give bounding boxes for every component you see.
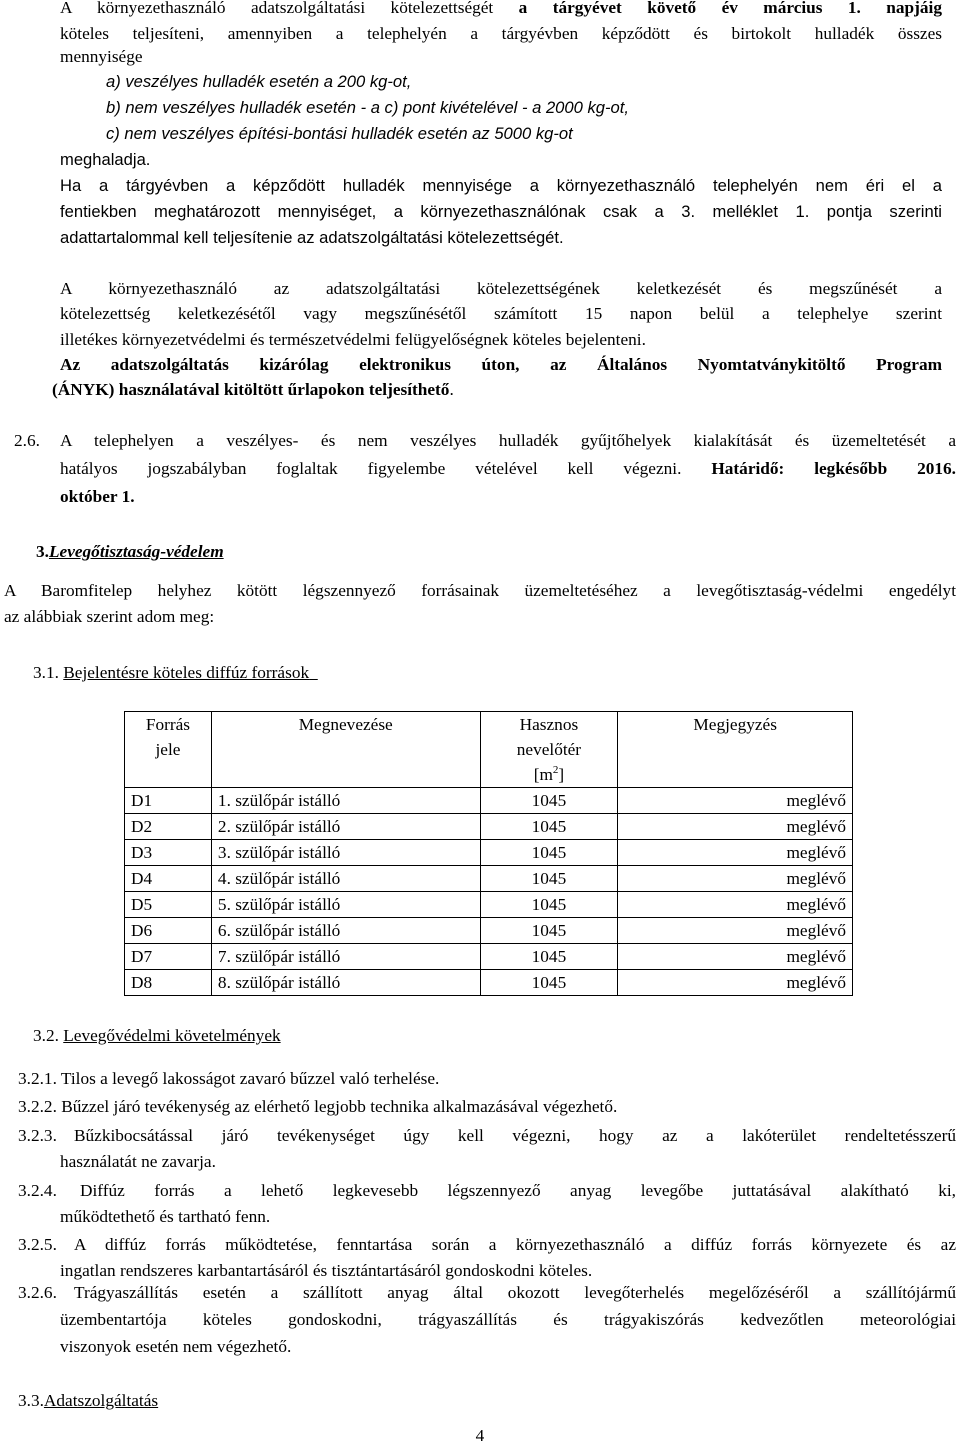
header-area-unit-end: ] [558, 765, 565, 784]
para2-line-3: adattartalommal kell teljesítenie az adatszolgáltatási kötelezettségét. [60, 228, 564, 247]
item-3-2-3-line-1: Bűzkibocsátással járó tevékenységet úgy kell végezni, hogy az a lakóterület rendeltetésszerű [74, 1126, 956, 1145]
section-3-3-number: 3.3. [18, 1391, 44, 1410]
table-row [125, 970, 853, 996]
cell-area: 1045 [480, 840, 618, 866]
item-a-text: a) veszélyes hulladék esetén a 200 kg-ot, [106, 72, 412, 91]
cell-id: D7 [125, 944, 212, 970]
section-3-para-line-1: A Baromfitelep helyhez kötött légszennyező forrásainak üzemeltetéséhez a levegőtisztaság-védelmi engedélyt [4, 581, 956, 600]
table-row [125, 944, 853, 970]
table-row [125, 892, 853, 918]
item-3-2-4-line-2: működtethető és tartható fenn. [60, 1207, 271, 1226]
header-area-l1: Hasznos [519, 715, 579, 734]
section-2-6-deadline: Határidő: legkésőbb 2016. [711, 459, 956, 478]
header-area-l2: nevelőtér [516, 740, 582, 759]
header-area-unit: [m [533, 765, 553, 784]
anyk-period: . [449, 380, 454, 399]
para3-line-2: kötelezettség keletkezésétől vagy megszűnésétől számított 15 napon belül a telephelye szerint [60, 304, 942, 323]
intro-line-3: mennyisége [60, 47, 143, 66]
item-3-2-5-line-1: A diffúz forrás működtetése, fenntartása során a környezethasználó a diffúz forrás környezete és az [74, 1235, 956, 1254]
cell-note: meglévő [618, 970, 853, 996]
section-3-title: Levegőtisztaság-védelem [48, 542, 224, 561]
item-3-2-4-number: 3.2.4. [18, 1181, 57, 1200]
section-3-3-title: Adatszolgáltatás [43, 1391, 159, 1410]
cell-id: D8 [125, 970, 212, 996]
cell-name: 2. szülőpár istálló [211, 814, 480, 840]
cell-area: 1045 [480, 788, 618, 814]
cell-area: 1045 [480, 892, 618, 918]
header-name: Megnevezése [211, 712, 480, 788]
cell-name: 1. szülőpár istálló [211, 788, 480, 814]
intro-deadline: a tárgyévet követő év március 1. napjáig [518, 0, 942, 17]
anyk-text: (ÁNYK) használatával kitöltött űrlapokon teljesíthető [52, 380, 450, 399]
page-number: 4 [475, 1426, 485, 1445]
cell-id: D1 [125, 788, 212, 814]
para3-line-3: illetékes környezetvédelmi és természetvédelmi felügyelőségnek köteles bejelenteni. [60, 330, 646, 349]
cell-name: 6. szülőpár istálló [211, 918, 480, 944]
item-3-2-2 [18, 1097, 617, 1117]
cell-area: 1045 [480, 814, 618, 840]
item-number: 3.2.1. [18, 1069, 57, 1088]
intro-line-1 [60, 0, 942, 20]
intro-item-a [106, 72, 411, 92]
item-3-2-5-number: 3.2.5. [18, 1235, 57, 1254]
item-3-2-6-line-3: viszonyok esetén nem végezhető. [60, 1337, 292, 1356]
section-2-6-number: 2.6. [14, 431, 40, 450]
section-3-2-title: Levegővédelmi követelmények [63, 1026, 281, 1045]
header-source-id-l2: jele [155, 740, 181, 759]
cell-area: 1045 [480, 944, 618, 970]
cell-id: D3 [125, 840, 212, 866]
cell-id: D5 [125, 892, 212, 918]
cell-note: meglévő [618, 788, 853, 814]
intro-item-b [106, 98, 629, 118]
item-3-2-5-line-2: ingatlan rendszeres karbantartásáról és tisztántartásáról gondoskodni köteles. [60, 1261, 593, 1280]
item-text: Tilos a levegő lakosságot zavaró bűzzel való terhelése. [60, 1069, 440, 1088]
cell-area: 1045 [480, 970, 618, 996]
section-3-1-number: 3.1. [33, 663, 59, 682]
cell-note: meglévő [618, 840, 853, 866]
cell-note: meglévő [618, 918, 853, 944]
item-number: 3.2.2. [18, 1097, 57, 1116]
section-2-6-line-1: A telephelyen a veszélyes- és nem veszélyes hulladék gyűjtőhelyek kialakítását és üzemeltetését a [60, 431, 956, 450]
item-c-text: c) nem veszélyes építési-bontási hulladék esetén az 5000 kg-ot [106, 124, 573, 143]
item-3-2-6-number: 3.2.6. [18, 1283, 57, 1302]
section-3-para-line-2: az alábbiak szerint adom meg: [4, 607, 215, 626]
item-3-2-4-line-1: Diffúz forrás a lehető legkevesebb légszennyező anyag levegőbe juttatásával alakítható ki, [80, 1181, 956, 1200]
table-row [125, 918, 853, 944]
cell-name: 5. szülőpár istálló [211, 892, 480, 918]
item-b-text: b) nem veszélyes hulladék esetén - a c) pont kivételével - a 2000 kg-ot, [106, 98, 629, 117]
intro-item-c [106, 124, 573, 144]
section-3-number: 3. [36, 542, 49, 561]
header-note: Megjegyzés [618, 712, 853, 788]
table-row [125, 788, 853, 814]
cell-note: meglévő [618, 944, 853, 970]
header-area-l3 [487, 762, 612, 787]
para2-line-2: fentiekben meghatározott mennyiséget, a környezethasználónak csak a 3. melléklet 1. pontja szerinti [60, 202, 942, 221]
cell-name: 3. szülőpár istálló [211, 840, 480, 866]
table-row [125, 866, 853, 892]
section-3-2-heading [33, 1026, 281, 1046]
intro-text: A környezethasználó adatszolgáltatási kötelezettségét [60, 0, 494, 17]
section-2-6-text: hatályos jogszabályban foglaltak figyelembe vételével kell végezni. [60, 459, 682, 478]
item-3-2-6-line-1: Trágyaszállítás esetén a szállított anyag által okozott levegőterhelés megelőzéséről a szállítójármű [74, 1283, 956, 1302]
para2-line-1: Ha a tárgyévben a képződött hulladék mennyisége a környezethasználó telephelyén nem éri el a [60, 176, 942, 195]
table-row [125, 840, 853, 866]
cell-id: D6 [125, 918, 212, 944]
table-row [125, 814, 853, 840]
cell-name: 8. szülőpár istálló [211, 970, 480, 996]
item-3-2-6-line-2: üzembentartója köteles gondoskodni, trágyaszállítás és trágyakiszórás kedvezőtlen meteorológiai [60, 1310, 956, 1329]
cell-name: 7. szülőpár istálló [211, 944, 480, 970]
item-3-2-3-line-2: használatát ne zavarja. [60, 1152, 216, 1171]
intro-line-2: köteles teljesíteni, amennyiben a telephelyén a tárgyévben képződött és birtokolt hulladék összes [60, 24, 942, 43]
para3-bold-line-1: Az adatszolgáltatás kizárólag elektronikus úton, az Általános Nyomtatványkitöltő Program [60, 355, 942, 374]
cell-note: meglévő [618, 866, 853, 892]
para3-bold-line-2 [52, 380, 454, 400]
section-3-heading [36, 542, 224, 562]
table-header-row [125, 712, 853, 788]
section-2-6-line-3: október 1. [60, 487, 135, 506]
diffuse-sources-table [124, 711, 853, 996]
section-3-1-title: Bejelentésre köteles diffúz források [63, 663, 310, 682]
item-3-2-3-number: 3.2.3. [18, 1126, 57, 1145]
item-3-2-1 [18, 1069, 439, 1089]
intro-line-end: meghaladja. [60, 150, 151, 169]
cell-area: 1045 [480, 918, 618, 944]
cell-area: 1045 [480, 866, 618, 892]
header-area [480, 712, 618, 788]
section-2-6-line-2 [60, 459, 956, 479]
cell-note: meglévő [618, 814, 853, 840]
section-3-2-number: 3.2. [33, 1026, 59, 1045]
cell-id: D2 [125, 814, 212, 840]
header-source-id-l1: Forrás [145, 715, 191, 734]
item-text: Bűzzel járó tevékenység az elérhető legjobb technika alkalmazásával végezhető. [61, 1097, 618, 1116]
header-area-sup: 2 [552, 764, 559, 777]
header-source-id [125, 712, 212, 788]
cell-id: D4 [125, 866, 212, 892]
cell-name: 4. szülőpár istálló [211, 866, 480, 892]
section-3-3-heading [18, 1391, 158, 1411]
section-3-1-heading [33, 663, 318, 683]
cell-note: meglévő [618, 892, 853, 918]
para3-line-1: A környezethasználó az adatszolgáltatási kötelezettségének keletkezését és megszűnését a [60, 279, 942, 298]
